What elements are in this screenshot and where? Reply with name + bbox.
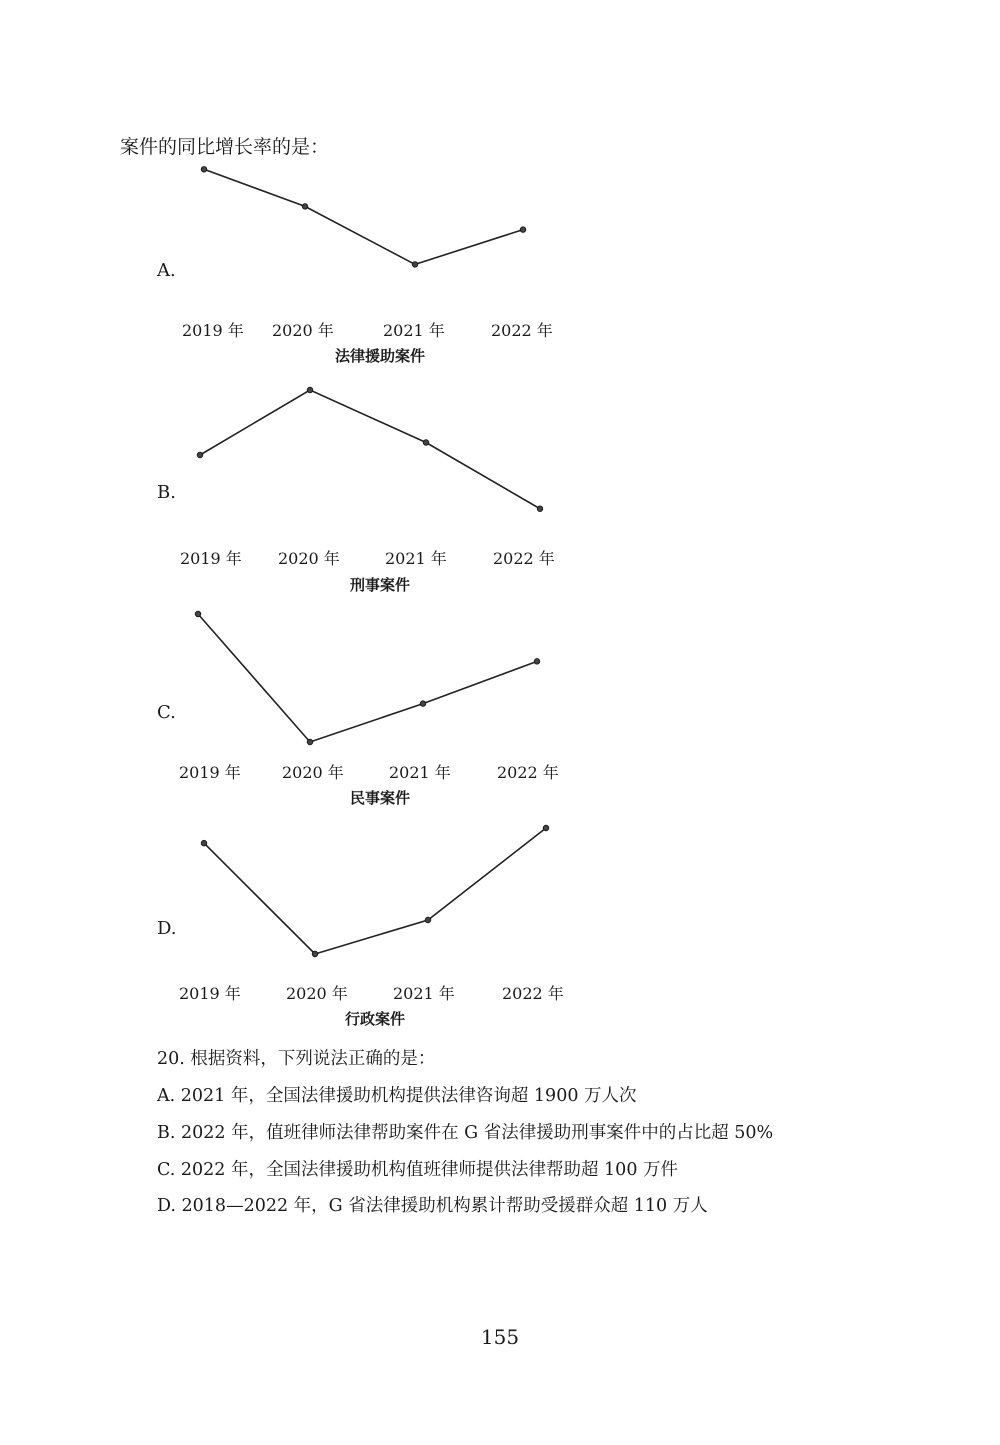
chart-b-point-2	[307, 387, 313, 393]
chart-c-year-2019: 2019 年	[179, 763, 241, 782]
chart-c-point-1	[195, 611, 201, 617]
chart-b-point-1	[197, 452, 203, 458]
chart-c	[0, 600, 1000, 750]
chart-c-series-line	[198, 614, 537, 742]
chart-b-series-line	[200, 390, 540, 509]
chart-c-point-3	[420, 701, 426, 707]
chart-a-point-1	[201, 166, 207, 172]
chart-d-point-1	[201, 840, 207, 846]
chart-d	[0, 815, 1000, 965]
chart-c-point-4	[534, 659, 540, 665]
intro-text: 案件的同比增长率的是：	[120, 136, 330, 158]
chart-a-series-line	[204, 169, 523, 264]
chart-a-year-2021: 2021 年	[383, 321, 445, 340]
chart-b-year-2021: 2021 年	[385, 549, 447, 568]
option-b-letter: B.	[157, 482, 176, 503]
chart-b-year-2022: 2022 年	[493, 549, 555, 568]
question-stem: 20. 根据资料，下列说法正确的是：	[157, 1049, 436, 1069]
page-number: 155	[480, 1325, 520, 1349]
chart-d-year-2021: 2021 年	[393, 984, 455, 1003]
question-choice-d: D. 2018—2022 年，G 省法律援助机构累计帮助受援群众超 110 万人	[157, 1196, 708, 1216]
chart-c-year-2022: 2022 年	[497, 763, 559, 782]
chart-c-year-2020: 2020 年	[282, 763, 344, 782]
chart-d-series-line	[204, 828, 546, 954]
chart-b-year-2019: 2019 年	[180, 549, 242, 568]
chart-b-point-3	[423, 440, 429, 446]
chart-a-caption: 法律援助案件	[335, 347, 426, 365]
chart-d-year-2022: 2022 年	[502, 984, 564, 1003]
chart-c-point-2	[307, 739, 313, 745]
chart-d-point-3	[425, 917, 431, 923]
chart-c-year-2021: 2021 年	[389, 763, 451, 782]
chart-a	[0, 150, 1000, 280]
chart-b	[0, 375, 1000, 525]
chart-d-year-2020: 2020 年	[286, 984, 348, 1003]
chart-a-point-4	[520, 227, 526, 233]
option-d-letter: D.	[157, 918, 177, 939]
question-choice-c: C. 2022 年，全国法律援助机构值班律师提供法律帮助超 100 万件	[157, 1160, 679, 1180]
chart-b-year-2020: 2020 年	[278, 549, 340, 568]
chart-d-point-4	[543, 825, 549, 831]
chart-d-caption: 行政案件	[345, 1010, 406, 1028]
chart-b-point-4	[537, 506, 543, 512]
chart-c-caption: 民事案件	[350, 789, 411, 807]
option-a-letter: A.	[157, 260, 176, 281]
question-choice-b: B. 2022 年，值班律师法律帮助案件在 G 省法律援助刑事案件中的占比超 50%	[157, 1123, 774, 1143]
option-c-letter: C.	[157, 702, 176, 723]
chart-d-point-2	[312, 951, 318, 957]
chart-a-point-2	[302, 204, 308, 210]
chart-d-year-2019: 2019 年	[179, 984, 241, 1003]
chart-a-point-3	[412, 262, 418, 268]
chart-a-year-2022: 2022 年	[491, 321, 553, 340]
chart-a-year-2020: 2020 年	[272, 321, 334, 340]
chart-a-year-2019: 2019 年	[182, 321, 244, 340]
question-choice-a: A. 2021 年，全国法律援助机构提供法律咨询超 1900 万人次	[157, 1086, 637, 1106]
chart-b-caption: 刑事案件	[350, 576, 411, 594]
